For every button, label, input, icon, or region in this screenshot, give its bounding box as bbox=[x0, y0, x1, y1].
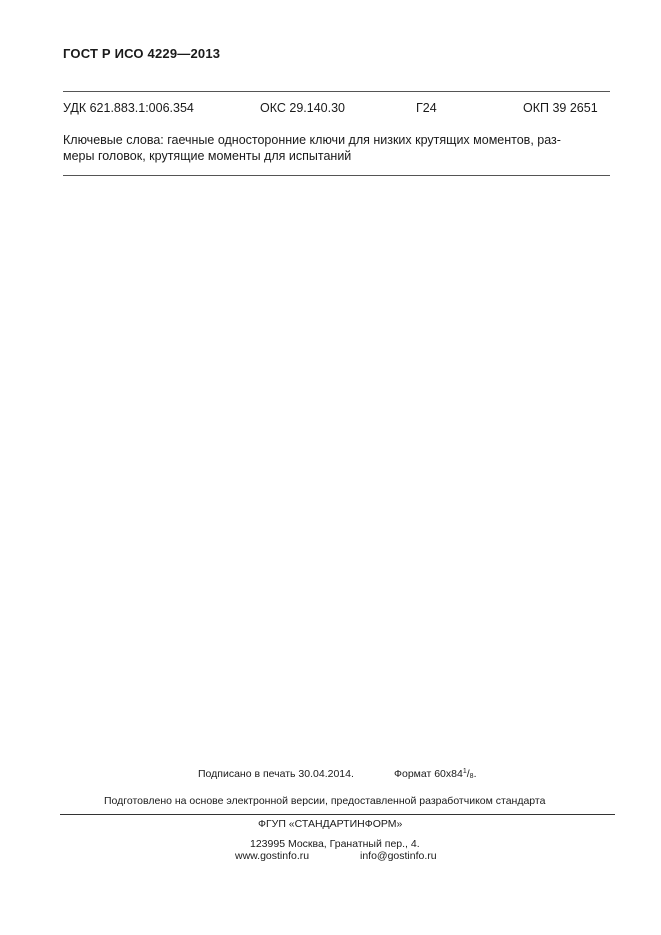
keywords-line-1: Ключевые слова: гаечные односторонние ключи для низких крутящих моментов, раз- bbox=[63, 133, 561, 147]
format-numerator: 1 bbox=[462, 768, 467, 775]
email-link[interactable]: info@gostinfo.ru bbox=[360, 850, 437, 862]
okp-code: ОКП 39 2651 bbox=[523, 101, 598, 115]
format-suffix: . bbox=[473, 768, 477, 780]
paper-format: Формат $60x84^1/_8$. bbox=[394, 768, 477, 780]
document-code: ГОСТ Р ИСО 4229—2013 bbox=[63, 46, 221, 61]
format-prefix: Формат 60x84 bbox=[394, 768, 463, 780]
keywords-paragraph bbox=[63, 132, 609, 164]
imprint-divider bbox=[60, 814, 615, 815]
publisher-address: 123995 Москва, Гранатный пер., 4. bbox=[250, 838, 420, 850]
prepared-note: Подготовлено на основе электронной версии, предоставленной разработчиком стандарта bbox=[104, 795, 546, 807]
classification-row bbox=[63, 101, 603, 117]
website-link[interactable]: www.gostinfo.ru bbox=[235, 850, 310, 862]
oks-code: ОКС 29.140.30 bbox=[260, 101, 345, 115]
group-code: Г24 bbox=[416, 101, 437, 115]
bottom-divider bbox=[63, 175, 610, 176]
format-denominator: 8 bbox=[469, 773, 474, 780]
publisher-name: ФГУП «СТАНДАРТИНФОРМ» bbox=[258, 818, 403, 830]
udk-code: УДК 621.883.1:006.354 bbox=[63, 101, 194, 115]
top-divider bbox=[63, 91, 610, 92]
keywords-line-2: меры головок, крутящие моменты для испытаний bbox=[63, 149, 352, 163]
signed-to-print: Подписано в печать 30.04.2014. bbox=[198, 768, 354, 780]
